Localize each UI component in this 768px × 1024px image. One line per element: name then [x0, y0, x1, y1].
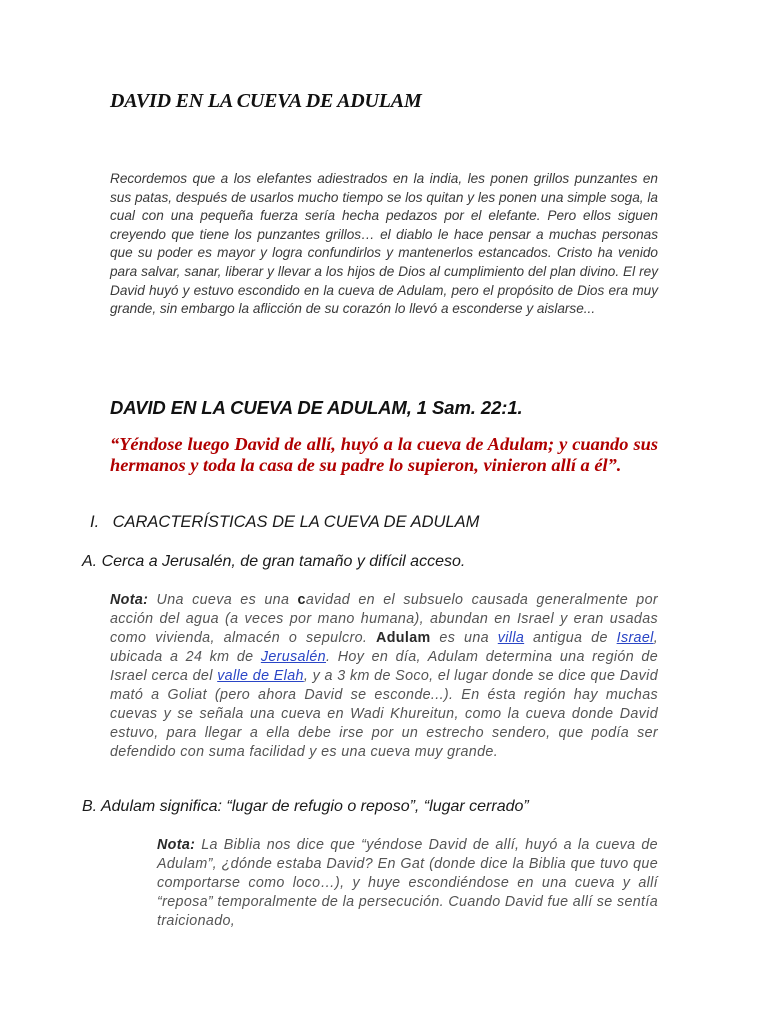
note-text: La Biblia nos dice que “yéndose David de allí, huyó a la cueva de Adulam”, ¿dónde estaba David? En Gat (donde dice la Biblia que tuvo que comportarse como loco…), y huye escondiéndose en una cueva y allí “reposa” temporalmente de la persecución. Cuando David fue allí se sentía traicionado,	[157, 837, 658, 929]
note-text-bold: c	[297, 592, 306, 608]
note-text: Una cueva es una	[148, 592, 298, 608]
link-valle-de-elah[interactable]: valle de Elah	[217, 668, 304, 684]
section-heading-text: CARACTERÍSTICAS DE LA CUEVA DE ADULAM	[112, 513, 480, 531]
bible-verse: “Yéndose luego David de allí, huyó a la cueva de Adulam; y cuando sus hermanos y toda la casa de su padre lo supieron, vinieron allí a él”.	[110, 434, 658, 475]
link-jerusalen[interactable]: Jerusalén	[260, 649, 326, 665]
section-title: DAVID EN LA CUEVA DE ADULAM, 1 Sam. 22:1.	[110, 397, 523, 418]
document-title: DAVID EN LA CUEVA DE ADULAM	[110, 90, 422, 112]
note-label: Nota:	[110, 592, 149, 608]
section-heading-1	[90, 513, 479, 532]
note-paragraph-2	[157, 836, 658, 931]
link-israel[interactable]: Israel	[616, 630, 654, 646]
subheading-b: B. Adulam significa: “lugar de refugio o reposo”, “lugar cerrado”	[82, 798, 529, 815]
note-text: antigua de	[524, 630, 617, 646]
subheading-a: A. Cerca a Jerusalén, de gran tamaño y difícil acceso.	[82, 553, 466, 570]
note-text: , y a 3 km de Soco, el lugar donde se dice que David mató a Goliat (pero ahora David se esconde...). En ésta región hay muchas cuevas y se señala una cueva en Wadi Khureitun, como la cueva donde David estuvo, para llegar a ella debe irse por un estrecho sendero, que podía ser defendido con suma facilidad y es una cueva muy grande.	[110, 668, 658, 760]
note-text: avidad en el subsuelo causada generalmente por acción del agua (a veces por mano humana), abundan en Israel y eran usadas como vivienda, almacén o sepulcro.	[110, 592, 659, 646]
note-label: Nota:	[157, 837, 196, 853]
intro-paragraph: Recordemos que a los elefantes adiestrados en la india, les ponen grillos punzantes en sus patas, después de usarlos mucho tiempo se los quitan y les ponen una simple soga, la cual con una pequeña fuerza sería hecha pedazos por el elefante. Pero ellos siguen creyendo que tiene los punzantes grillos… el diablo le hace pensar a muchas personas que su poder es mayor y logra confundirlos y mantenerlos estancados. Cristo ha venido para salvar, sanar, liberar y llevar a los hijos de Dios al cumplimiento del plan divino. El rey David huyó y estuvo escondido en la cueva de Adulam, pero el propósito de Dios era muy grande, sin embargo la aflicción de su corazón lo llevó a esconderse y aislarse...	[110, 171, 658, 317]
link-villa[interactable]: villa	[497, 630, 525, 646]
adulam-bold: Adulam	[376, 630, 431, 646]
note-text: , ubicada a 24 km de	[110, 630, 659, 665]
note-paragraph-1	[110, 591, 658, 762]
note-text: . Hoy en día, Adulam determina una región de Israel cerca del	[110, 649, 659, 684]
note-text: es una	[430, 630, 498, 646]
section-number: I.	[90, 513, 100, 531]
